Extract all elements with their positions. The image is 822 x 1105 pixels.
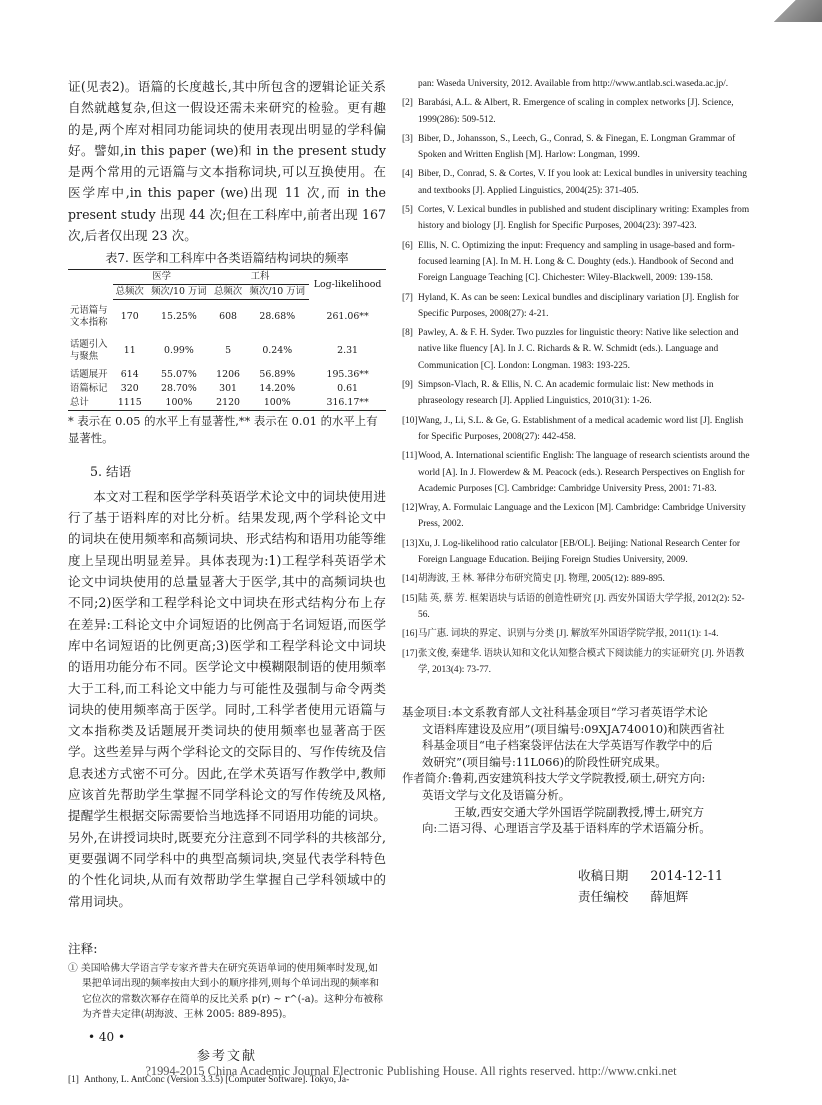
author-info: 作者简介:鲁莉,西安建筑科技大学文学院教授,硕士,研究方向: 英语文学与文化及语篇分析。 王敏,西安交通大学外国语学院副教授,博士,研究方 向:二语习得、心理语言学及基于语料库的学术语篇分析。 [402, 771, 711, 836]
col-group-medicine: 医学 [113, 270, 211, 285]
table-cell: 55.07% [161, 368, 197, 380]
editor-name: 薛旭辉 [650, 888, 689, 904]
table-cell: 100% [245, 396, 309, 411]
received-date: 2014-12-11 [650, 867, 723, 883]
table-cell: 0.24% [262, 344, 293, 356]
table-row [68, 368, 386, 382]
notes-heading: 注释: [68, 940, 98, 956]
table-title: 表7. 医学和工科库中各类语篇结构词块的频率 [105, 251, 349, 266]
body-paragraph-2: 本文对工程和医学学科英语学术论文中的词块使用进行了基于语料库的对比分析。结果发现,两个学科论文中的词块在使用频率和高频词块、形式结构和语用功能等维度上呈现出明显差异。具体表现为:1)工程学科英语学术论文中词块使用的总量显著大于医学,其中的高频词块也不同;2)医学和工程学科论文中词块在形式结构分布上存在差异:工科论文中介词短语的比例高于名词短语,而医学库中名词短语的比例更高;3)医学和工程学科论文中词块的语用功能分布不同。医学论文中模糊限制语的使用频率大于工科,而工科论文中能力与可能性及强制与命令两类词块的使用频率高于医学。同时,工科学者使用元语篇与文本指称类及话题展开类词块的使用频率也显著高于医学。这些差异与两个学科论文的交际目的、写作传统及信息表述方式密不可分。因此,在学术英语写作教学中,教师应该首先帮助学生掌握不同学科论文的写作传统及风格,提醒学生根据交际需要恰当地选择不同语用功能的词块。另外,在讲授词块时,既要充分注意到不同学科的共核部分,更要强调不同学科中的典型高频词块,突显代表学科特色的个性化词块,从而有效帮助学生掌握自己学科领域中的常用词块。 [68, 488, 386, 909]
table-cell: 608 [219, 311, 238, 323]
reference-item: [7] Hyland, K. As can be seen: Lexical bundles and disciplinary variation [J]. English for Specific Purposes, 2008(27): 4-21. [402, 292, 739, 319]
reference-item: [16]马广惠. 词块的界定、识别与分类 [J]. 解放军外国语学院学报, 2011(1): 1-4. [402, 629, 719, 640]
reference-item: [13]Xu, J. Log-likelihood ratio calculator [EB/OL]. Beijing: National Research Center for Foreign Language Education. Beijing Foreign Studies University, 2009. [402, 538, 741, 566]
reference-item: [15]陆 英, 蔡 芳. 框架语块与话语的创造性研究 [J]. 西安外国语大学学报, 2012(2): 52-56. [402, 593, 745, 620]
table-cell: 28.70% [161, 382, 197, 394]
row-label: 话题引入 与聚焦 [70, 338, 108, 362]
col-group-engineering: 工科 [211, 270, 309, 285]
table-cell: 0.61 [337, 382, 359, 394]
col-header-norm-freq: 频次/10 万词 [147, 285, 211, 300]
reference-1: [1] Anthony, L. AntConc (Version 3.3.5) [Computer Software]. Tokyo, Ja- [68, 1072, 386, 1088]
reference-item: pan: Waseda University, 2012. Available from http://www.antlab.sci.waseda.ac.jp/. [418, 79, 729, 89]
table-cell: 170 [120, 311, 139, 323]
table-row-total [68, 396, 386, 411]
reference-item: [14]胡海波, 王 林. 幂律分布研究简史 [J]. 物理, 2005(12): 889-895. [402, 574, 665, 585]
table-cell: 28.68% [259, 311, 296, 323]
editor-row [402, 886, 752, 907]
row-label: 元语篇与 文本指称 [70, 304, 108, 328]
page-number: • 40 • [88, 1030, 126, 1044]
table-cell: 15.25% [161, 311, 197, 323]
reference-list [402, 76, 752, 678]
row-label: 总计 [68, 396, 113, 411]
section-heading-conclusion: 5. 结语 [90, 463, 132, 479]
reference-item: [9] Simpson-Vlach, R. & Ellis, N. C. An academic formulaic list: New methods in phraseology research [J]. Applied Linguistics, 2010(31): 1-26. [402, 380, 714, 407]
table-cell: 100% [147, 396, 211, 411]
received-date-row [402, 865, 752, 886]
reference-item: [5] Cortes, V. Lexical bundles in published and student disciplinary writing: Examples from history and biology [J]. English for Specific Purposes, 2004(23): 397-423. [402, 205, 750, 232]
reference-item: [12]Wray, A. Formulaic Language and the Lexicon [M]. Cambridge: Cambridge University Press, 2002. [402, 503, 746, 530]
col-log-likelihood: Log-likelihood [309, 270, 386, 300]
table-corner-cell [68, 270, 113, 300]
reference-item: [17]张文俊, 秦建华. 语块认知和文化认知整合模式下阅读能力的实证研究 [J]. 外语教学, 2013(4): 73-77. [402, 648, 745, 675]
table-cell: 56.89% [259, 368, 296, 380]
table-cell: 5 [225, 344, 232, 356]
row-label: 语篇标记 [70, 382, 108, 394]
table-cell: 11 [123, 344, 136, 356]
page-corner-mark [764, 0, 822, 22]
copyright-footer: ?1994-2015 China Academic Journal Electronic Publishing House. All rights reserved. http://www.cnki.net [145, 1064, 677, 1078]
table-note: * 表示在 0.05 的水平上有显著性,** 表示在 0.01 的水平上有显著性。 [68, 413, 378, 445]
table-cell: 1206 [216, 368, 240, 380]
col-header-total-freq: 总频次 [211, 285, 245, 300]
table-cell: 0.99% [164, 344, 194, 356]
col-header-norm-freq: 频次/10 万词 [245, 285, 309, 300]
reference-item: [3] Biber, D., Johansson, S., Leech, G., Conrad, S. & Finegan, E. Longman Grammar of Spoken and Written English [M]. Harlow: Longman, 1999. [402, 133, 736, 161]
left-column [68, 76, 386, 1091]
table-cell: 316.17** [309, 396, 386, 411]
table-cell: 14.20% [259, 382, 296, 394]
reference-item: [11]Wood, A. International scientific English: The language of research scientists around the world [A]. In J. Flowerdew & M. Peacock (eds.). Research Perspectives on English for Academic Purposes [C]. Cambridge: Cambridge University Press, 2001: 71-83. [402, 451, 750, 494]
editor-label: 责任编校 [578, 888, 629, 904]
right-column [402, 76, 752, 907]
table-cell: 2120 [211, 396, 245, 411]
publication-info [402, 865, 752, 907]
frequency-table [68, 269, 386, 411]
fund-info: 基金项目:本文系教育部人文社科基金项目“学习者英语学术论 文语料库建设及应用”(项目编号:09XJA740010)和陕西省社 科基金项目“电子档案袋评估法在大学英语写作教学中的后 效研究”(项目编号:11L066)的阶段性研究成果。 [402, 705, 725, 769]
table-row [68, 382, 386, 396]
reference-item: [10]Wang, J., Li, S.L. & Ge, G. Establishment of a medical academic word list [J]. English for Specific Purposes, 2008(27): 442-458. [402, 415, 744, 442]
table-cell: 261.06** [326, 310, 369, 322]
reference-item: [4] Biber, D., Conrad, S. & Cortes, V. If you look at: Lexical bundles in university teaching and textbooks [J]. Applied Linguistics, 2004(25): 371-405. [402, 169, 747, 196]
table-row [68, 334, 386, 368]
reference-item: [2] Barabási, A.L. & Albert, R. Emergence of scaling in complex networks [J]. Science, 1999(286): 509-512. [402, 98, 734, 125]
reference-number-icon: [1] [68, 1074, 79, 1085]
row-label: 话题展开 [70, 368, 108, 380]
reference-item: [8] Pawley, A. & F. H. Syder. Two puzzles for linguistic theory: Native like selection and native like fluency [A]. In J. C. Richards & R. W. Schmidt (eds.). Language and Communication [C]. London: Longman. 1983: 193-225. [402, 328, 739, 371]
table-cell: 320 [120, 382, 139, 394]
table-row [68, 300, 386, 334]
table-cell: 614 [120, 368, 139, 380]
reference-item: [6] Ellis, N. C. Optimizing the input: Frequency and sampling in usage-based and form-focused learning [A]. In M. H. Long & C. Doughty (eds.). Handbook of Second and Foreign Language Teaching [C]. Chichester: Wiley-Blackwell, 2009: 139-158. [402, 240, 735, 284]
col-header-total-freq: 总频次 [113, 285, 147, 300]
body-paragraph-1: 证(见表2)。语篇的长度越长,其中所包含的逻辑论证关系自然就越复杂,但这一假设还需未来研究的检验。更有趣的是,两个库对相同功能词块的使用表现出明显的学科偏好。譬如,in this paper (we)和 in the present study 是两个常用的元语篇与文本指称词块,可以互换使用。在医学库中,in this paper (we)出现 11 次,而 in the present study 出现 44 次;但在工科库中,前者出现 167 次,后者仅出现 23 次。 [68, 79, 386, 244]
table-cell: 1115 [113, 396, 147, 411]
references-heading: 参考文献 [196, 1048, 257, 1064]
table-cell: 301 [219, 382, 238, 394]
received-label: 收稿日期 [578, 867, 629, 883]
footnote-1: ① 美国哈佛大学语言学专家齐普夫在研究英语单词的使用频率时发现,如果把单词出现的频率按由大到小的顺序排列,则每个单词出现的频率和它位次的常数次幂存在简单的反比关系 p(r) ~ r^(-a)。这种分布被称为齐普夫定律(胡海波、王林 2005: 889-895)。 [68, 962, 383, 1021]
table-cell: 2.31 [337, 344, 359, 356]
table-cell: 195.36** [326, 368, 369, 380]
